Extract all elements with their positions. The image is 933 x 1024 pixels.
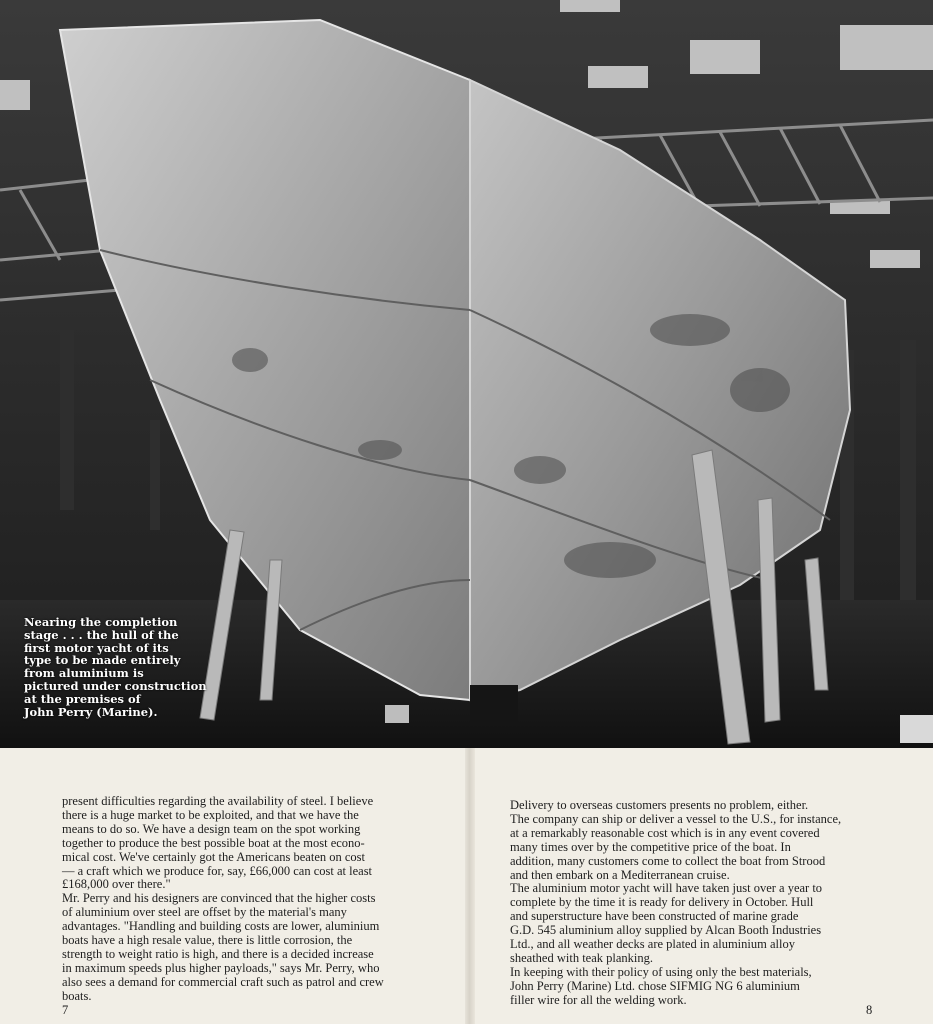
caption-line: Nearing the completion: [24, 615, 178, 629]
caption-line: stage . . . the hull of the: [24, 627, 179, 642]
text-line: strength to weight ratio is high, and there is a decided increase: [62, 946, 374, 961]
text-line: mical cost. We've certainly got the Americans beaten on cost: [62, 849, 365, 864]
right-paragraph-1: [510, 799, 873, 882]
caption-line: first motor yacht of its: [24, 640, 169, 655]
text-line: together to produce the best possible boat at the most econo-: [62, 835, 365, 850]
text-line: and superstructure have been constructed of marine grade: [510, 909, 799, 924]
caption-line: John Perry (Marine).: [24, 704, 158, 719]
right-paragraph-3: [510, 966, 873, 1008]
page-number-left: 7: [62, 1003, 69, 1017]
text-line: G.D. 545 aluminium alloy supplied by Alcan Booth Industries: [510, 923, 822, 938]
text-line: The company can ship or deliver a vessel to the U.S., for instance,: [510, 811, 842, 826]
floor-block: [385, 705, 409, 723]
text-line: The aluminium motor yacht will have taken just over a year to: [510, 881, 823, 896]
text-line: boats.: [62, 988, 92, 1003]
text-line: filler wire for all the welding work.: [510, 992, 687, 1007]
page-gutter: [465, 748, 475, 1024]
text-line: — a craft which we produce for, say, £66,000 can cost at least: [62, 863, 373, 878]
keel-block: [470, 685, 518, 725]
text-line: at a remarkably reasonable cost which is in any event covered: [510, 825, 820, 840]
left-paragraph-1: [62, 795, 434, 892]
page-number-right: 8: [866, 1003, 873, 1017]
text-line: of aluminium over steel are offset by the material's many: [62, 905, 347, 920]
text-line: many times over by the competitive price of the boat. In: [510, 839, 791, 854]
right-paragraph-2: [510, 882, 873, 965]
caption-line: pictured under construction: [24, 678, 207, 693]
caption-line: type to be made entirely: [24, 653, 181, 668]
floor-block: [900, 715, 933, 743]
text-line: means to do so. We have a design team on the spot working: [62, 821, 361, 836]
text-line: complete by the time it is ready for delivery in October. Hull: [510, 895, 814, 910]
text-line: in maximum speeds plus higher payloads," says Mr. Perry, who: [62, 960, 380, 975]
text-line: sheathed with teak planking.: [510, 950, 654, 965]
text-line: there is a huge market to be exploited, and that we have the: [62, 807, 359, 822]
text-line: addition, many customers come to collect the boat from Strood: [510, 853, 826, 868]
text-line: advantages. "Handling and building costs are lower, aluminium: [62, 919, 380, 934]
text-line: also sees a demand for commercial craft such as patrol and crew: [62, 974, 384, 989]
text-line: John Perry (Marine) Ltd. chose SIFMIG NG 6 aluminium: [510, 978, 800, 993]
left-page-body: [62, 795, 434, 1004]
caption-line: at the premises of: [24, 691, 141, 706]
text-line: Delivery to overseas customers presents no problem, either.: [510, 798, 809, 812]
text-line: £168,000 over there.": [62, 877, 171, 892]
text-line: present difficulties regarding the availability of steel. I believe: [62, 794, 374, 808]
photo-caption: [24, 616, 214, 718]
text-line: boats have a high resale value, there is little corrosion, the: [62, 933, 353, 948]
right-page-body: [510, 799, 873, 1008]
caption-line: from aluminium is: [24, 666, 144, 681]
text-line: Ltd., and all weather decks are plated in aluminium alloy: [510, 937, 795, 952]
text-line: Mr. Perry and his designers are convinced that the higher costs: [62, 891, 376, 906]
left-paragraph-2: [62, 892, 434, 1003]
text-line: In keeping with their policy of using only the best materials,: [510, 964, 812, 979]
text-line: and then embark on a Mediterranean cruise.: [510, 867, 730, 882]
